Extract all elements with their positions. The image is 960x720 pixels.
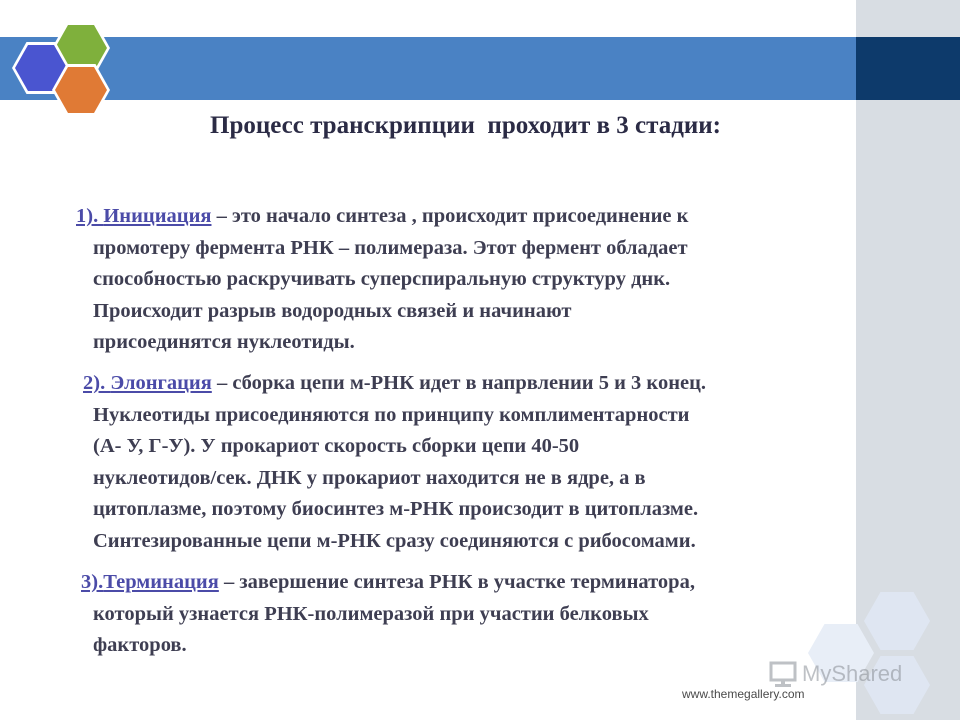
stage1-line: промотеру фермента РНК – полимераза. Этот фермент обладает (93, 236, 688, 259)
stage3-number: 3). (81, 571, 104, 593)
stage-termination (81, 567, 893, 662)
stage3-text: – завершение синтеза РНК в участке терминатора, (218, 571, 695, 593)
stage1-line: способностью раскручивать суперспиральную структуру днк. (93, 268, 671, 290)
header-bar (0, 37, 856, 100)
stage2-line: цитоплазме, поэтому биосинтез м-РНК происзодит в цитоплазме. (93, 498, 699, 520)
stage2-line: Нуклеотиды присоединяются по принципу комплиментарности (93, 403, 690, 426)
stage2-line: нуклеотидов/сек. ДНК у прокариот находится не в ядре, а в (93, 466, 646, 489)
stage1-number: 1). (76, 205, 104, 227)
stage3-term: Терминация (103, 571, 219, 593)
watermark (768, 658, 902, 690)
stage-initiation (76, 201, 893, 359)
footer-url: www.themegallery.com (682, 687, 805, 701)
stage3-line: факторов. (93, 634, 187, 656)
stage1-term: Инициация (103, 205, 212, 227)
stage3-line: который узнается РНК-полимеразой при участии белковых (93, 602, 649, 625)
stage1-line: присоединятся нуклеотиды. (93, 331, 355, 353)
stage-elongation (83, 368, 893, 557)
stage2-text: – сборка цепи м-РНК идет в напрвлении 5 и 3 конец. (211, 372, 707, 394)
stage2-number: 2). (83, 372, 111, 394)
stage1-text: – это начало синтеза , происходит присоединение к (211, 205, 689, 227)
stage1-line: Происходит разрыв водородных связей и начинают (93, 299, 572, 322)
stage2-line: Синтезированные цепи м-РНК сразу соединяются с рибосомами. (93, 529, 696, 552)
stage2-term: Элонгация (110, 372, 212, 394)
header-bar-accent (856, 37, 960, 100)
stage2-line: (А- У, Г-У). У прокариот скорость сборки цепи 40-50 (93, 435, 580, 457)
presentation-icon (768, 659, 798, 689)
watermark-text: MyShared (802, 661, 903, 686)
slide-title: Процесс транскрипции проходит в 3 стадии: (210, 112, 721, 139)
